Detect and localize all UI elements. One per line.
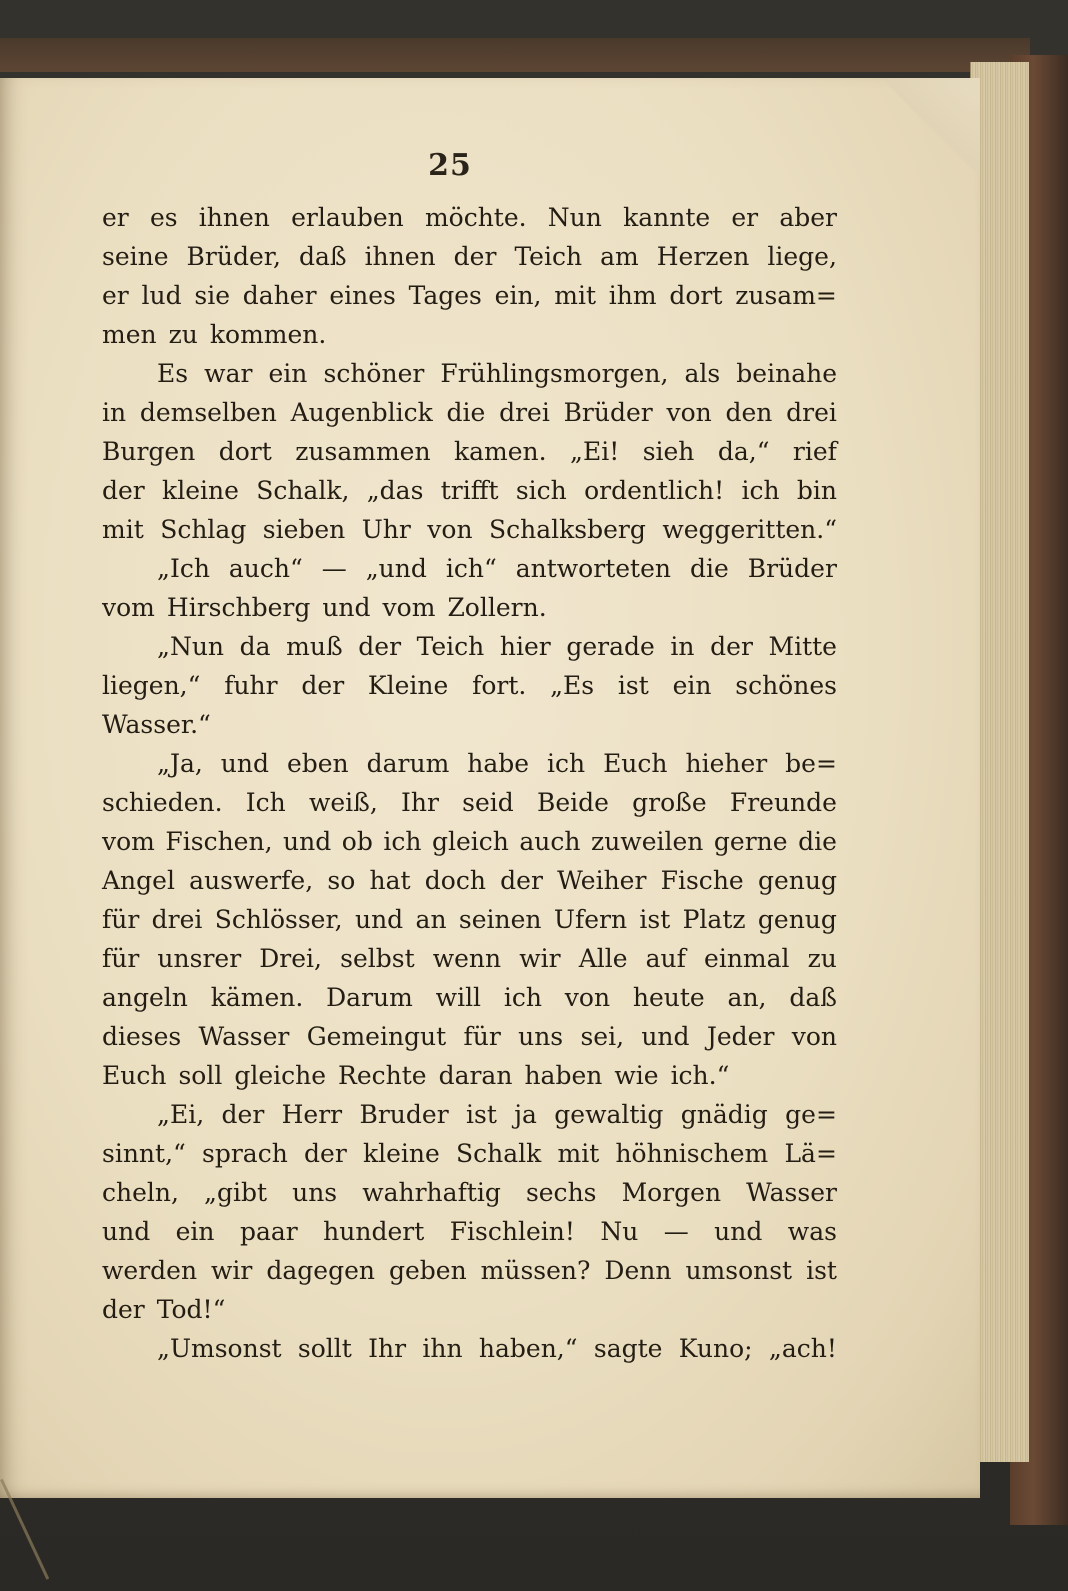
text-line: der Tod!“ [102, 1295, 226, 1324]
text-line: schieden. Ich weiß, Ihr seid Beide große Freunde [102, 788, 837, 817]
text-line: Wasser.“ [102, 710, 211, 739]
text-line: Es war ein schöner Frühlingsmorgen, als beinahe [157, 359, 837, 388]
text-line: sinnt,“ sprach der kleine Schalk mit höhnischem Lä= [102, 1139, 837, 1168]
text-line: angeln kämen. Darum will ich von heute an, daß [102, 983, 837, 1012]
text-line: mit Schlag sieben Uhr von Schalksberg weggeritten.“ [102, 515, 837, 544]
text-line: vom Fischen, und ob ich gleich auch zuweilen gerne die [102, 827, 837, 856]
text-line: liegen,“ fuhr der Kleine fort. „Es ist ein schönes [102, 671, 837, 700]
text-line: vom Hirschberg und vom Zollern. [102, 593, 547, 622]
text-line: seine Brüder, daß ihnen der Teich am Herzen liege, [102, 242, 837, 271]
text-line: er lud sie daher eines Tages ein, mit ihm dort zusam= [102, 281, 837, 310]
text-line: Angel auswerfe, so hat doch der Weiher Fische genug [102, 866, 837, 895]
text-line: „Nun da muß der Teich hier gerade in der Mitte [157, 632, 837, 661]
text-line: und ein paar hundert Fischlein! Nu — und was [102, 1217, 837, 1246]
text-line: „Ja, und eben darum habe ich Euch hieher be= [157, 749, 837, 778]
book-cover-top-edge [0, 38, 1030, 72]
page-number: 25 [428, 148, 472, 183]
text-line: men zu kommen. [102, 320, 327, 349]
text-line: er es ihnen erlauben möchte. Nun kannte er aber [102, 203, 837, 232]
text-line: „Umsonst sollt Ihr ihn haben,“ sagte Kuno; „ach! [157, 1334, 837, 1363]
text-line: Euch soll gleiche Rechte daran haben wie ich.“ [102, 1061, 730, 1090]
page-text [102, 198, 837, 1368]
text-line: in demselben Augenblick die drei Brüder von den drei [102, 398, 837, 427]
text-line: für unsrer Drei, selbst wenn wir Alle auf einmal zu [102, 944, 837, 973]
text-line: Burgen dort zusammen kamen. „Ei! sieh da,“ rief [102, 437, 837, 466]
text-line: dieses Wasser Gemeingut für uns sei, und Jeder von [102, 1022, 837, 1051]
text-line: „Ich auch“ — „und ich“ antworteten die Brüder [157, 554, 837, 583]
text-line: „Ei, der Herr Bruder ist ja gewaltig gnädig ge= [157, 1100, 837, 1129]
text-line: cheln, „gibt uns wahrhaftig sechs Morgen Wasser [102, 1178, 837, 1207]
text-line: für drei Schlösser, und an seinen Ufern ist Platz genug [102, 905, 837, 934]
text-line: werden wir dagegen geben müssen? Denn umsonst ist [102, 1256, 837, 1285]
text-line: der kleine Schalk, „das trifft sich ordentlich! ich bin [102, 476, 837, 505]
